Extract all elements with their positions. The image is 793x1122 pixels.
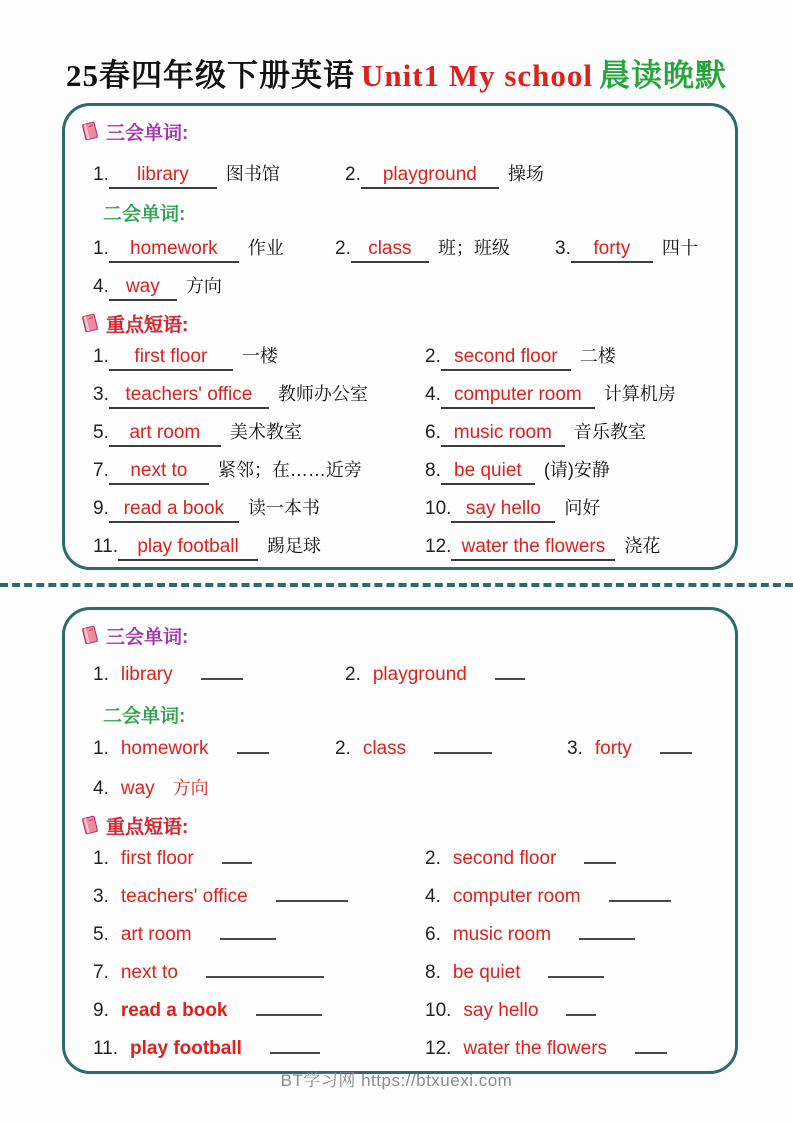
chinese-meaning: 紧邻；在……近旁	[217, 460, 362, 480]
answer-blank	[222, 846, 252, 864]
answer-blank	[548, 960, 604, 978]
english-word: play football	[130, 1038, 242, 1059]
english-word: teachers' office	[120, 886, 248, 907]
word-item	[555, 234, 698, 263]
phrase-item	[93, 532, 425, 561]
item-number: 1.	[93, 664, 109, 685]
practice-box	[62, 607, 738, 1074]
phrase-row	[79, 418, 721, 456]
phrase-item	[425, 532, 660, 561]
answer-on-line: class	[351, 238, 429, 263]
answer-on-line: next to	[109, 460, 209, 485]
chinese-meaning: 方向	[172, 778, 209, 798]
item-number: 2.	[345, 664, 361, 685]
item-number: 9.	[93, 498, 109, 519]
phrase-item	[425, 380, 676, 409]
section-header-phrases	[79, 308, 721, 338]
phrase-row	[79, 884, 721, 922]
item-number: 6.	[425, 924, 441, 945]
english-word: first floor	[120, 848, 194, 869]
word-item	[93, 160, 345, 189]
english-word: second floor	[452, 848, 557, 869]
word-item	[93, 774, 209, 800]
chinese-meaning: 一楼	[241, 346, 278, 366]
phrase-item	[93, 494, 425, 523]
chinese-meaning: 浇花	[624, 536, 661, 556]
dashed-divider	[0, 583, 793, 587]
phrase-item	[425, 494, 600, 523]
answer-blank	[584, 846, 616, 864]
answer-on-line: forty	[571, 238, 653, 263]
section-label: 二会单词:	[103, 203, 186, 225]
chinese-meaning: 美术教室	[229, 422, 302, 442]
chinese-meaning: 方向	[185, 276, 222, 296]
phrase-row	[79, 342, 721, 380]
word-row	[79, 736, 721, 774]
chinese-meaning: (请)安静	[543, 460, 610, 480]
item-number: 2.	[335, 238, 351, 259]
phrase-item	[425, 418, 646, 447]
english-word: way	[120, 778, 155, 799]
answer-on-line: be quiet	[441, 460, 535, 485]
chinese-meaning: 问好	[564, 498, 601, 518]
answer-blank	[276, 884, 348, 902]
answers-box	[62, 103, 738, 570]
item-number: 7.	[93, 460, 109, 481]
chinese-meaning: 操场	[507, 164, 544, 184]
item-number: 1.	[93, 738, 109, 759]
book-icon	[79, 624, 101, 646]
book-icon	[79, 120, 101, 142]
word-item	[93, 662, 345, 686]
section-label: 重点短语:	[106, 314, 189, 336]
phrase-item	[425, 922, 635, 946]
section-label: 重点短语:	[106, 816, 189, 838]
item-number: 11.	[93, 536, 119, 557]
answer-on-line: music room	[441, 422, 565, 447]
section-header-erhui	[79, 198, 721, 226]
phrase-item	[93, 456, 425, 485]
word-item	[93, 272, 222, 301]
answer-on-line: way	[109, 276, 177, 301]
answer-blank	[579, 922, 635, 940]
phrase-item	[93, 884, 425, 908]
item-number: 1.	[93, 238, 109, 259]
page-title	[0, 50, 793, 95]
item-number: 10.	[425, 1000, 452, 1021]
answer-on-line: art room	[109, 422, 221, 447]
phrase-row	[79, 998, 721, 1036]
phrase-item	[93, 1036, 425, 1060]
item-number: 3.	[555, 238, 571, 259]
answer-blank	[220, 922, 276, 940]
answer-on-line: first floor	[109, 346, 233, 371]
answer-on-line: water the flowers	[451, 536, 615, 561]
word-item	[93, 234, 335, 263]
item-number: 3.	[567, 738, 583, 759]
phrase-item	[425, 998, 596, 1022]
title-activity-part: 晨读晚默	[599, 58, 727, 93]
item-number: 1.	[93, 164, 109, 185]
chinese-meaning: 读一本书	[247, 498, 320, 518]
chinese-meaning: 计算机房	[603, 384, 676, 404]
answer-blank	[434, 736, 492, 754]
word-row	[79, 234, 721, 272]
chinese-meaning: 踢足球	[267, 536, 322, 556]
answer-blank	[206, 960, 324, 978]
english-word: say hello	[463, 1000, 539, 1021]
section-header-erhui	[79, 700, 721, 728]
answer-on-line: say hello	[451, 498, 555, 523]
section-header-phrases	[79, 810, 721, 840]
phrase-row	[79, 380, 721, 418]
chinese-meaning: 二楼	[579, 346, 616, 366]
word-item	[345, 160, 544, 189]
item-number: 12.	[425, 1038, 452, 1059]
answer-blank	[609, 884, 671, 902]
item-number: 11.	[93, 1038, 119, 1059]
answer-on-line: computer room	[441, 384, 595, 409]
word-item	[93, 736, 335, 760]
item-number: 2.	[335, 738, 351, 759]
chinese-meaning: 四十	[661, 238, 698, 258]
word-item	[345, 662, 525, 686]
english-word: next to	[120, 962, 178, 983]
item-number: 5.	[93, 422, 109, 443]
chinese-meaning: 音乐教室	[573, 422, 646, 442]
item-number: 2.	[425, 346, 441, 367]
phrase-item	[93, 380, 425, 409]
item-number: 2.	[425, 848, 441, 869]
word-row	[79, 272, 721, 308]
english-word: be quiet	[452, 962, 521, 983]
answer-on-line: read a book	[109, 498, 239, 523]
english-word: computer room	[452, 886, 581, 907]
watermark: BT学习网 https://btxuexi.com	[280, 1071, 513, 1090]
phrase-item	[425, 1036, 667, 1060]
phrase-item	[425, 846, 616, 870]
phrase-row	[79, 456, 721, 494]
phrase-row	[79, 846, 721, 884]
answer-blank	[660, 736, 692, 754]
phrase-item	[425, 960, 604, 984]
phrase-item	[425, 342, 616, 371]
english-word: library	[120, 664, 173, 685]
chinese-meaning: 图书馆	[225, 164, 280, 184]
phrase-item	[425, 456, 610, 485]
english-word: playground	[372, 664, 467, 685]
answer-blank	[237, 736, 269, 754]
word-row	[79, 774, 721, 810]
answer-on-line: teachers' office	[109, 384, 269, 409]
english-word: forty	[594, 738, 632, 759]
chinese-meaning: 作业	[247, 238, 284, 258]
english-word: art room	[120, 924, 192, 945]
item-number: 8.	[425, 460, 441, 481]
english-word: music room	[452, 924, 552, 945]
item-number: 7.	[93, 962, 109, 983]
phrase-row	[79, 922, 721, 960]
answer-on-line: play football	[118, 536, 258, 561]
title-course-part: 25春四年级下册英语	[66, 58, 355, 93]
section-label: 三会单词:	[106, 122, 189, 144]
phrase-item	[93, 922, 425, 946]
item-number: 9.	[93, 1000, 109, 1021]
phrase-item	[425, 884, 671, 908]
answer-blank	[635, 1036, 667, 1054]
word-item	[335, 736, 567, 760]
english-word: read a book	[120, 1000, 228, 1021]
english-word: homework	[120, 738, 209, 759]
item-number: 6.	[425, 422, 441, 443]
item-number: 1.	[93, 346, 109, 367]
section-label: 三会单词:	[106, 626, 189, 648]
section-header-sanhui	[79, 118, 721, 144]
title-unit-part: Unit1 My school	[361, 58, 593, 93]
answer-blank	[270, 1036, 320, 1054]
item-number: 4.	[425, 384, 441, 405]
answer-on-line: second floor	[441, 346, 571, 371]
word-item	[335, 234, 555, 263]
phrase-row	[79, 960, 721, 998]
chinese-meaning: 班；班级	[437, 238, 510, 258]
answer-on-line: homework	[109, 238, 239, 263]
book-icon	[79, 814, 101, 836]
answer-on-line: library	[109, 164, 217, 189]
item-number: 4.	[93, 276, 109, 297]
item-number: 3.	[93, 384, 109, 405]
phrase-item	[93, 960, 425, 984]
word-row	[79, 160, 721, 198]
item-number: 12.	[425, 536, 452, 557]
word-item	[567, 736, 692, 760]
item-number: 10.	[425, 498, 452, 519]
answer-blank	[566, 998, 596, 1016]
item-number: 5.	[93, 924, 109, 945]
english-word: class	[362, 738, 407, 759]
answer-blank	[201, 662, 243, 680]
section-header-sanhui	[79, 622, 721, 648]
phrase-row	[79, 532, 721, 570]
section-label: 二会单词:	[103, 705, 186, 727]
chinese-meaning: 教师办公室	[277, 384, 368, 404]
item-number: 8.	[425, 962, 441, 983]
phrase-item	[93, 418, 425, 447]
item-number: 4.	[93, 778, 109, 799]
item-number: 4.	[425, 886, 441, 907]
phrase-item	[93, 846, 425, 870]
answer-blank	[495, 662, 525, 680]
phrase-item	[93, 342, 425, 371]
phrase-row	[79, 494, 721, 532]
word-row	[79, 662, 721, 700]
english-word: water the flowers	[463, 1038, 608, 1059]
answer-on-line: playground	[361, 164, 499, 189]
book-icon	[79, 312, 101, 334]
phrase-item	[93, 998, 425, 1022]
answer-blank	[256, 998, 322, 1016]
item-number: 2.	[345, 164, 361, 185]
item-number: 3.	[93, 886, 109, 907]
item-number: 1.	[93, 848, 109, 869]
